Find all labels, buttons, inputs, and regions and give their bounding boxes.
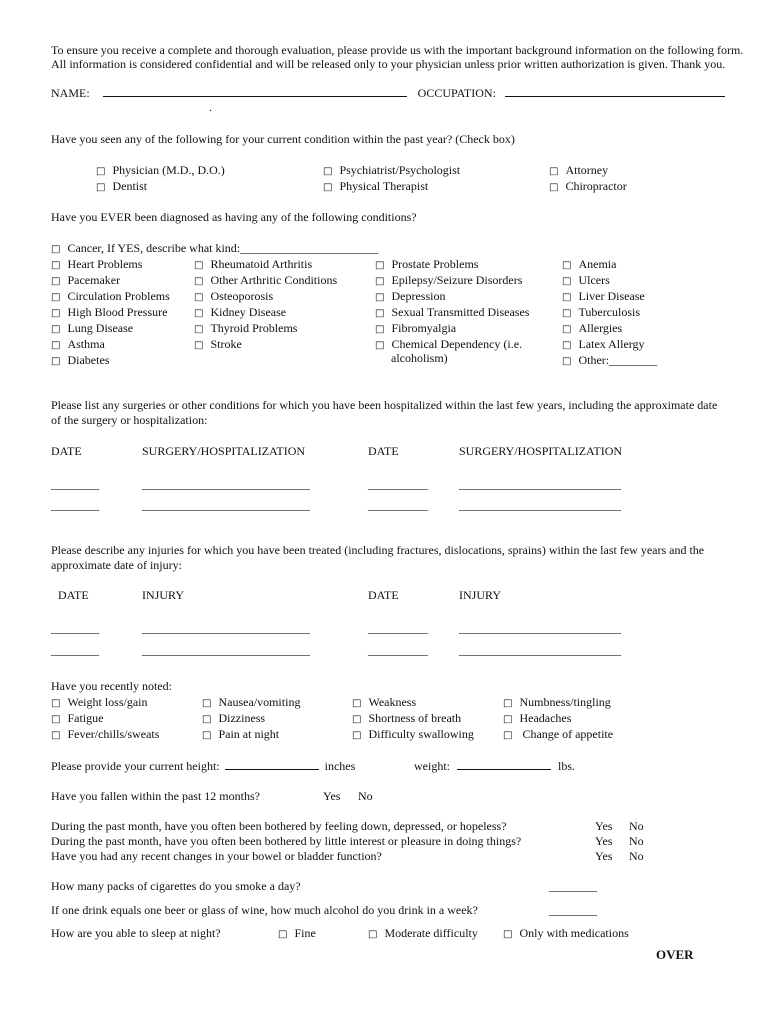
checkbox-chiropractor[interactable]: □ Chiropractor [549, 178, 627, 196]
name-row [51, 85, 725, 101]
bowel-yes[interactable]: Yes [595, 849, 613, 863]
checkbox-nausea[interactable]: □ Nausea/vomiting [202, 694, 300, 712]
checkbox-weakness[interactable]: □ Weakness [352, 694, 416, 712]
surg-header-date-1: DATE [51, 444, 82, 458]
surg-blank-date[interactable]: ________ [51, 477, 99, 491]
question-injuries-1: Please describe any injuries for which you have been treated (including fractures, dislocations, sprains) within the last few years and the [51, 543, 705, 557]
question-seen: Have you seen any of the following for your current condition within the past year? (Check box) [51, 132, 515, 146]
checkbox-difficulty-swallowing[interactable]: □ Difficulty swallowing [352, 726, 474, 744]
name-field[interactable] [103, 85, 407, 97]
checkbox-cancer[interactable]: □ Cancer, If YES, describe what kind:_______________________ [51, 240, 378, 258]
checkbox-fever[interactable]: □ Fever/chills/sweats [51, 726, 159, 744]
bowel-no[interactable]: No [629, 849, 644, 863]
interest-no[interactable]: No [629, 834, 644, 848]
checkbox-anemia[interactable]: □ Anemia [562, 256, 616, 274]
checkbox-sleep-medications[interactable]: □ Only with medications [503, 925, 629, 943]
checkbox-prostate-problems[interactable]: □ Prostate Problems [375, 256, 478, 274]
surg-header-date-2: DATE [368, 444, 399, 458]
intro-line-2: All information is considered confidential and will be released only to your physician unless prior written authorization is given. Thank you. [51, 57, 726, 71]
inj-blank-desc[interactable]: ___________________________ [459, 643, 621, 657]
checkbox-pain-at-night[interactable]: □ Pain at night [202, 726, 279, 744]
inj-blank-desc[interactable]: ___________________________ [459, 621, 621, 635]
question-depressed: During the past month, have you often been bothered by feeling down, depressed, or hopeless? [51, 819, 507, 833]
checkbox-dizziness[interactable]: □ Dizziness [202, 710, 265, 728]
checkbox-tuberculosis[interactable]: □ Tuberculosis [562, 304, 640, 322]
checkbox-latex-allergy[interactable]: □ Latex Allergy [562, 336, 645, 354]
inj-header-injury-2: INJURY [459, 588, 502, 602]
name-label: NAME: [51, 86, 90, 100]
checkbox-high-blood-pressure[interactable]: □ High Blood Pressure [51, 304, 167, 322]
intro-line-1: To ensure you receive a complete and thorough evaluation, please provide us with the important background information on the following form. [51, 43, 744, 57]
question-ever: Have you EVER been diagnosed as having any of the following conditions? [51, 210, 417, 224]
weight-row [414, 758, 575, 774]
checkbox-thyroid-problems[interactable]: □ Thyroid Problems [194, 320, 297, 338]
checkbox-headaches[interactable]: □ Headaches [503, 710, 571, 728]
checkbox-shortness-of-breath[interactable]: □ Shortness of breath [352, 710, 461, 728]
question-surgeries-1: Please list any surgeries or other conditions for which you have been hospitalized within the last few years, including the approximate date [51, 398, 718, 412]
surg-header-surgery-2: SURGERY/HOSPITALIZATION [459, 444, 623, 458]
depressed-yes[interactable]: Yes [595, 819, 613, 833]
inj-blank-date[interactable]: ________ [51, 643, 99, 657]
checkbox-std[interactable]: □ Sexual Transmitted Diseases [375, 304, 529, 322]
checkbox-circulation-problems[interactable]: □ Circulation Problems [51, 288, 170, 306]
surg-header-surgery-1: SURGERY/HOSPITALIZATION [142, 444, 306, 458]
chemical-dependency-cont: alcoholism) [391, 351, 448, 365]
checkbox-change-of-appetite[interactable]: □ Change of appetite [503, 726, 613, 744]
checkbox-pacemaker[interactable]: □ Pacemaker [51, 272, 120, 290]
checkbox-other-arthritic[interactable]: □ Other Arthritic Conditions [194, 272, 337, 290]
inj-header-date-2: DATE [368, 588, 399, 602]
checkbox-diabetes[interactable]: □ Diabetes [51, 352, 109, 370]
question-drink: If one drink equals one beer or glass of wine, how much alcohol do you drink in a week? [51, 903, 478, 917]
checkbox-stroke[interactable]: □ Stroke [194, 336, 242, 354]
inj-blank-desc[interactable]: ____________________________ [142, 643, 310, 657]
checkbox-fibromyalgia[interactable]: □ Fibromyalgia [375, 320, 456, 338]
height-field[interactable] [225, 758, 319, 770]
stray-dot: . [209, 100, 212, 114]
fallen-yes[interactable]: Yes [323, 789, 341, 803]
over-label: OVER [656, 947, 694, 962]
checkbox-numbness[interactable]: □ Numbness/tingling [503, 694, 611, 712]
question-interest: During the past month, have you often been bothered by little interest or pleasure in doing things? [51, 834, 522, 848]
checkbox-allergies[interactable]: □ Allergies [562, 320, 622, 338]
checkbox-depression[interactable]: □ Depression [375, 288, 445, 306]
surg-blank-desc[interactable]: ____________________________ [142, 498, 310, 512]
checkbox-sleep-fine[interactable]: □ Fine [278, 925, 316, 943]
surg-blank-date[interactable]: __________ [368, 477, 428, 491]
inj-blank-desc[interactable]: ____________________________ [142, 621, 310, 635]
drink-blank[interactable]: ________ [549, 903, 597, 917]
inj-header-injury-1: INJURY [142, 588, 185, 602]
height-label: Please provide your current height: [51, 759, 220, 773]
checkbox-weight-loss[interactable]: □ Weight loss/gain [51, 694, 147, 712]
inj-blank-date[interactable]: ________ [51, 621, 99, 635]
height-row [51, 758, 355, 774]
checkbox-chemical-dependency[interactable]: □ Chemical Dependency (i.e. [375, 336, 522, 354]
checkbox-psychiatrist[interactable]: □ Psychiatrist/Psychologist [323, 162, 460, 180]
question-surgeries-2: of the surgery or hospitalization: [51, 413, 208, 427]
surg-blank-desc[interactable]: ____________________________ [142, 477, 310, 491]
inj-blank-date[interactable]: __________ [368, 621, 428, 635]
fallen-no[interactable]: No [358, 789, 373, 803]
checkbox-physician[interactable]: □ Physician (M.D., D.O.) [96, 162, 225, 180]
depressed-no[interactable]: No [629, 819, 644, 833]
surg-blank-desc[interactable]: ___________________________ [459, 477, 621, 491]
checkbox-rheumatoid-arthritis[interactable]: □ Rheumatoid Arthritis [194, 256, 312, 274]
checkbox-ulcers[interactable]: □ Ulcers [562, 272, 610, 290]
surg-blank-desc[interactable]: ___________________________ [459, 498, 621, 512]
checkbox-heart-problems[interactable]: □ Heart Problems [51, 256, 142, 274]
checkbox-physical-therapist[interactable]: □ Physical Therapist [323, 178, 428, 196]
checkbox-dentist[interactable]: □ Dentist [96, 178, 147, 196]
lbs-label: lbs. [558, 759, 576, 773]
occupation-field[interactable] [505, 85, 725, 97]
inj-header-date-1: DATE [58, 588, 89, 602]
surg-blank-date[interactable]: ________ [51, 498, 99, 512]
checkbox-liver-disease[interactable]: □ Liver Disease [562, 288, 645, 306]
checkbox-asthma[interactable]: □ Asthma [51, 336, 105, 354]
question-bowel: Have you had any recent changes in your bowel or bladder function? [51, 849, 382, 863]
checkbox-osteoporosis[interactable]: □ Osteoporosis [194, 288, 273, 306]
weight-label: weight: [414, 759, 450, 773]
checkbox-epilepsy[interactable]: □ Epilepsy/Seizure Disorders [375, 272, 522, 290]
inj-blank-date[interactable]: __________ [368, 643, 428, 657]
checkbox-sleep-moderate[interactable]: □ Moderate difficulty [368, 925, 478, 943]
inches-label: inches [324, 759, 356, 773]
checkbox-kidney-disease[interactable]: □ Kidney Disease [194, 304, 286, 322]
packs-blank[interactable]: ________ [549, 879, 597, 893]
checkbox-other[interactable]: □ Other:________ [562, 352, 657, 370]
question-injuries-2: approximate date of injury: [51, 558, 182, 572]
question-fallen: Have you fallen within the past 12 months? [51, 789, 260, 803]
weight-field[interactable] [457, 758, 551, 770]
checkbox-fatigue[interactable]: □ Fatigue [51, 710, 103, 728]
surg-blank-date[interactable]: __________ [368, 498, 428, 512]
question-sleep: How are you able to sleep at night? [51, 926, 221, 940]
question-recent: Have you recently noted: [51, 679, 172, 693]
question-packs: How many packs of cigarettes do you smoke a day? [51, 879, 301, 893]
checkbox-attorney[interactable]: □ Attorney [549, 162, 608, 180]
occupation-label: OCCUPATION: [417, 86, 496, 100]
checkbox-lung-disease[interactable]: □ Lung Disease [51, 320, 133, 338]
interest-yes[interactable]: Yes [595, 834, 613, 848]
